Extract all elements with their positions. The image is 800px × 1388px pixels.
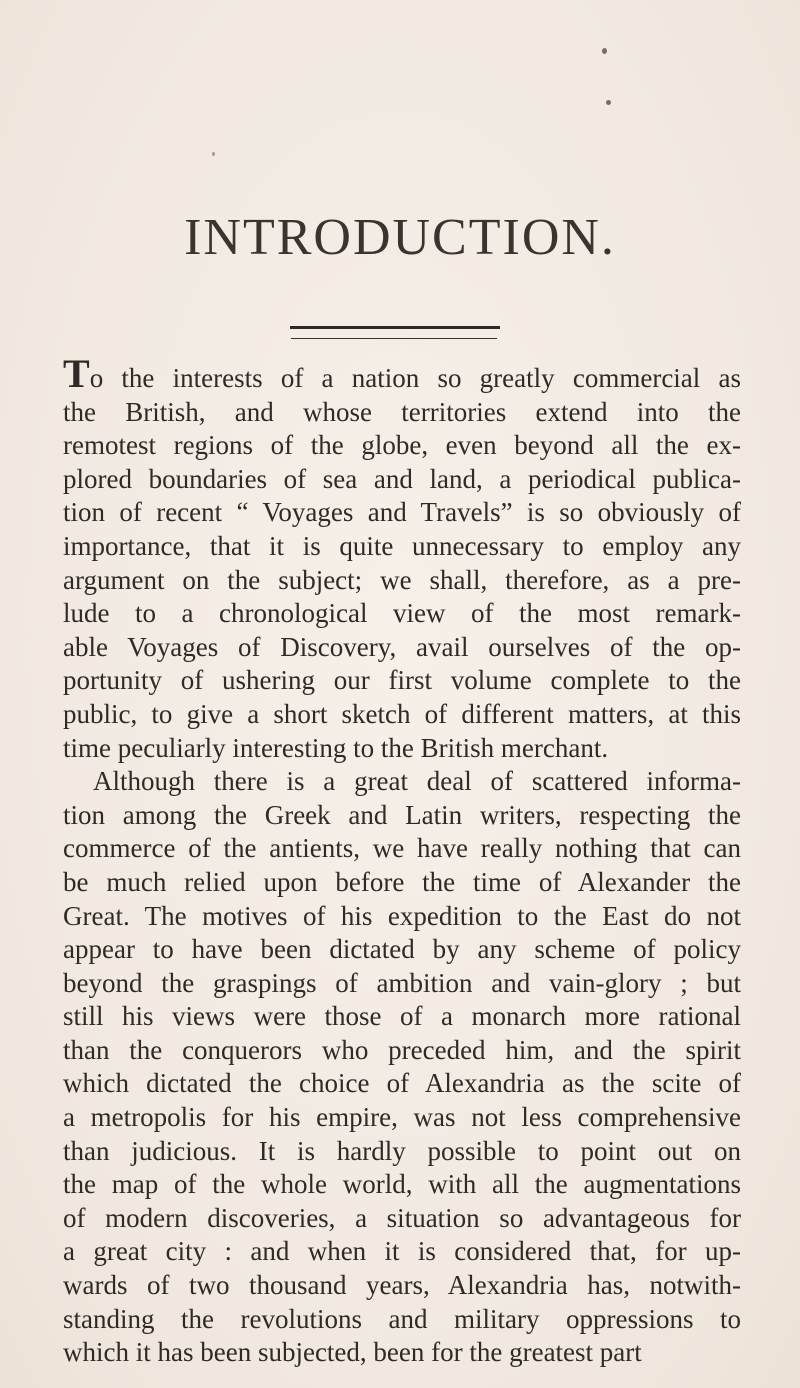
text-line: of modern discoveries, a situation so advantageous for	[63, 1202, 741, 1233]
text-line: a metropolis for his empire, was not less comprehensive	[63, 1102, 741, 1133]
text-line: argument on the subject; we shall, therefore, as a pre-	[63, 564, 741, 595]
body-text	[63, 351, 742, 1370]
text-line-1-rest: the interests of a nation so greatly commercial as	[121, 363, 742, 393]
text-line: tion among the Greek and Latin writers, respecting the	[63, 799, 741, 830]
text-line: still his views were those of a monarch more rational	[63, 1001, 741, 1032]
text-line: appear to have been dictated by any scheme of policy	[63, 934, 741, 965]
title-rule-thick	[290, 326, 500, 329]
text-line: plored boundaries of sea and land, a periodical publica-	[63, 463, 741, 494]
text-line: which it has been subjected, been for the greatest part	[63, 1337, 642, 1368]
text-line: importance, that it is quite unnecessary to employ any	[63, 530, 741, 561]
text-line: commerce of the antients, we have really nothing that can	[63, 833, 741, 864]
text-line: Great. The motives of his expedition to the East do not	[63, 900, 741, 931]
page-title: INTRODUCTION.	[184, 209, 616, 266]
text-line: beyond the graspings of ambition and vain-glory ; but	[63, 967, 741, 998]
text-line: tion of recent “ Voyages and Travels” is so obviously of	[63, 497, 741, 528]
text-line: standing the revolutions and military oppressions to	[63, 1303, 741, 1334]
text-line: Although there is a great deal of scattered informa-	[93, 766, 741, 797]
drop-cap-rest: o	[89, 363, 104, 393]
text-line: a great city : and when it is considered that, for up-	[63, 1236, 741, 1267]
ink-speck	[212, 152, 215, 156]
text-line: time peculiarly interesting to the British merchant.	[63, 732, 609, 763]
text-line: able Voyages of Discovery, avail ourselves of the op-	[63, 631, 741, 662]
text-line: than judicious. It is hardly possible to point out on	[63, 1135, 741, 1166]
text-line: wards of two thousand years, Alexandria has, notwith-	[63, 1270, 741, 1301]
title-rule-thin	[291, 338, 497, 339]
text-line: be much relied upon before the time of Alexander the	[63, 866, 741, 897]
text-line-1	[63, 351, 742, 396]
text-line: which dictated the choice of Alexandria as the scite of	[63, 1068, 741, 1099]
drop-cap: T	[63, 351, 90, 396]
ink-speck	[602, 48, 607, 54]
text-line: portunity of ushering our first volume complete to the	[63, 665, 741, 696]
text-line: the British, and whose territories extend into the	[63, 396, 741, 427]
ink-speck	[606, 100, 611, 105]
text-line: public, to give a short sketch of different matters, at this	[63, 698, 741, 729]
text-line: lude to a chronological view of the most remark-	[63, 598, 741, 629]
text-line: than the conquerors who preceded him, and the spirit	[63, 1034, 741, 1065]
text-line: the map of the whole world, with all the augmentations	[63, 1169, 741, 1200]
text-line: remotest regions of the globe, even beyond all the ex-	[63, 430, 741, 461]
